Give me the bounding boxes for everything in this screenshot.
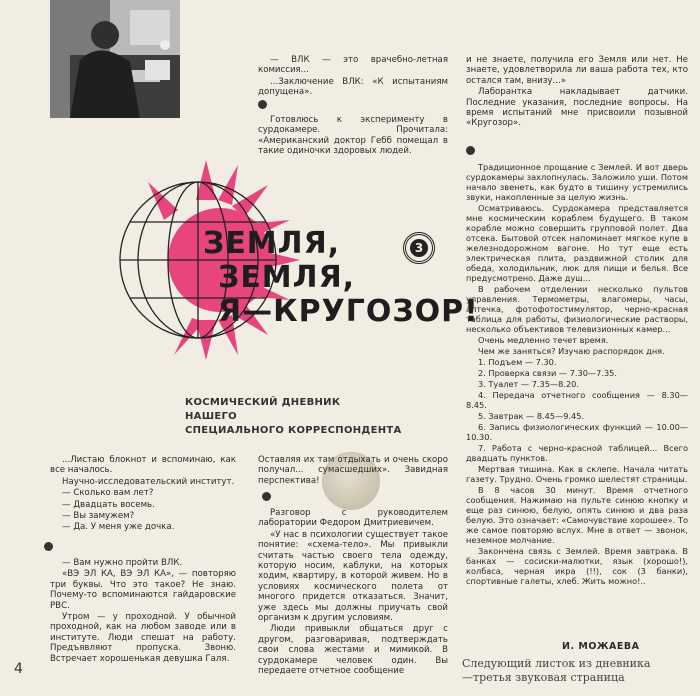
lab-photo [50, 0, 180, 118]
schedule-item: 5. Завтрак — 8.45—9.45. [478, 411, 585, 421]
col2-lower-p1: Оставляя их там отдыхать и очень скоро получал... сумасшедших». Завидная перспектива! [258, 455, 448, 486]
episode-number: 3 [410, 239, 428, 257]
col1-lower-p2: Научно-исследовательский институт. [62, 476, 235, 487]
footer-line-1: Следующий листок из дневника [462, 657, 651, 670]
subtitle-line-3: СПЕЦИАЛЬНОГО КОРРЕСПОНДЕНТА [185, 425, 402, 436]
col2-lower-p2: Разговор с руководителем лаборатории Федором Дмитриевичем. [258, 508, 448, 529]
col1-lower-p7: — Вам нужно пройти ВЛК. [62, 558, 183, 568]
col3-top-p2: Лаборантка накладывает датчики. Последние указания, последние вопросы. На время испытаний мне присвоили позывной «Кругозор». [466, 87, 688, 129]
page-number: 4 [14, 661, 23, 677]
col3-main-p2: Осматриваюсь. Сурдокамера представляется мне космическим кораблем будущего. В таком корабле можно совершить групповой полет. Два отсека. Бытовой отсек напоминает мягкое купе в железнодорожном вагоне. Но тут еще есть электрическая плита, раздвижной столик для обеда, холодильник, люк для пищи и белья. Все предусмотрено. Даже душ... [466, 203, 688, 283]
headline-line-2: ЗЕМЛЯ, [218, 260, 356, 295]
schedule-item: 3. Туалет — 7.35—8.20. [478, 379, 579, 389]
col3-main-text [466, 162, 688, 587]
col3-top-text [466, 55, 688, 130]
col3-main-p1: Традиционное прощание с Землей. И вот дверь сурдокамеры захлопнулась. Заложило уши. Потом начало звенеть, как будто в тишину устремились звуки, накопленные за целую жизнь. [466, 162, 688, 202]
col2-top-text-2 [258, 115, 448, 158]
col2-top-p3: Готовлюсь к эксперименту в сурдокамере. Прочитала: «Американский доктор Гебб помещал в такие одиночки здоровых людей. [258, 115, 448, 157]
schedule-item: 4. Передача отчетного сообщения — 8.30—8.45. [466, 390, 688, 410]
col2-lower-p3: «У нас в психологии существует такое понятие: «схема-тело». Мы привыкли считать частью своего тела одежду, которую носим, каблуки, на которых ходим, квартиру, в которой живем. Но в условиях космического полета от многого придется отказаться. Значит, уже здесь мы должны приучать свой организм к другим условиям. [258, 529, 448, 624]
subtitle-line-1: КОСМИЧЕСКИЙ ДНЕВНИК [185, 397, 341, 408]
col3-main-p3: В рабочем отделении несколько пультов управления. Термометры, влагомеры, часы, аптечка, фотофотостимулятор, черно-красная таблица для работы, физиологические растворы, несколько объективов телевизионных камер... [466, 284, 688, 334]
schedule-item: 6. Запись физиологических функций — 10.00—10.30. [466, 422, 688, 442]
col2-lower-text [258, 455, 448, 487]
col1-lower-text-2 [50, 558, 236, 665]
subtitle-line-2: НАШЕГО [185, 411, 237, 422]
schedule-item: 7. Работа с черно-красной таблицей... Всего двадцать пунктов. [466, 443, 688, 463]
subtitle [185, 396, 402, 438]
col1-lower-p8: «ВЭ ЭЛ КА, ВЭ ЭЛ КА», — повторяю три буквы. Что это такое? Не знаю. Почему-то вспоминаются гайдаровские РВС. [50, 569, 236, 611]
lab-photo-illustration [50, 0, 180, 118]
schedule-item: 2. Проверка связи — 7.30—7.35. [478, 368, 617, 378]
col1-lower-p1: ...Листаю блокнот и вспоминаю, как все началось. [50, 455, 236, 476]
col3-main-p6: Мертвая тишина. Как в склепе. Начала читать газету. Трудно. Очень громко шелестят страницы. [466, 464, 688, 484]
col3-top-p1: и не знаете, получила его Земля или нет. Не знаете, удовлетворила ли ваша работа тех, кто остался там, внизу...» [466, 55, 688, 86]
col1-lower-p5: — Вы замужем? [62, 511, 135, 522]
col2-lower-p4: Люди привыкли общаться друг с другом, разговаривая, подтверждать свои слова жестами и мимикой. В сурдокамере человек один. Вы передаете отчетное сообщение [258, 624, 448, 677]
section-bullet [466, 146, 475, 155]
col3-main-p7: В 8 часов 30 минут. Время отчетного сообщения. Нажимаю на пульте синюю кнопку и еще раз синюю, белую, опять синюю и два раза белую. Это означает: «Самочувствие хорошее». То же самое повторяю вслух. Мне в ответ — звонок, неземное молчание. [466, 485, 688, 545]
col2-top-text [258, 55, 448, 99]
section-bullet [258, 100, 267, 109]
schedule-item: 1. Подъем — 7.30. [478, 357, 557, 367]
col1-lower-text [50, 455, 236, 534]
episode-badge [403, 232, 435, 264]
section-bullet [262, 492, 271, 501]
col2-lower-text-2 [258, 508, 448, 678]
footer-line-2: —третья звуковая страница [462, 671, 625, 684]
footer-note [462, 657, 650, 685]
headline-line-1: ЗЕМЛЯ, [203, 226, 341, 261]
headline-line-3: Я—КРУГОЗОР! [218, 294, 479, 329]
col3-main-p5: Чем же заняться? Изучаю распорядок дня. [478, 346, 665, 356]
col3-main-p8: Закончена связь с Землей. Время завтрака. В банках — сосиски-малютки, язык (хорошо!), колбаса, черная икра (!!), сок (3 банки), спортивные галеты, хлеб. Жить можно!.. [466, 546, 688, 586]
col2-top-p2: ...Заключение ВЛК: «К испытаниям допущена». [258, 76, 448, 98]
author-signature: И. МОЖАЕВА [562, 641, 640, 652]
col1-lower-p3: — Сколько вам лет? [62, 488, 154, 499]
col1-lower-p9: Утром — у проходной. У обычной проходной, как на любом заводе или в институте. Люди спешат на работу. Предъявляют пропуска. Звоню. Встречает хорошенькая девушка Галя. [50, 612, 236, 664]
col1-lower-p4: — Двадцать восемь. [62, 499, 155, 510]
col1-lower-p6: — Да. У меня уже дочка. [62, 522, 175, 533]
section-bullet [44, 542, 53, 551]
col2-top-p1: — ВЛК — это врачебно-летная комиссия... [258, 55, 448, 76]
col3-main-p4: Очень медленно течет время. [478, 335, 609, 345]
